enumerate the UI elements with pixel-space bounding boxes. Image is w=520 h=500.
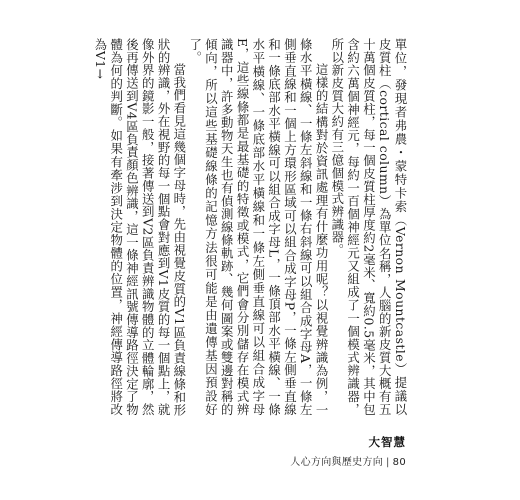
paragraph-1: 單位，發現者弗農・蒙特卡索（Vernon Mountcastle）提議以皮質柱（cortical column）為單位名稱，人腦的新皮質大概有五十萬個皮質柱，每一個皮質柱厚度約2毫米、寬約0.5毫米，其中包含約六萬個神經元，每約一百個神經元又組成了一個模式辨識器，所以新皮質大約有三億個模式辨識器。: [329, 38, 408, 416]
book-title: 大智慧: [368, 435, 406, 449]
body-text-vertical: [92, 38, 408, 416]
running-head: [290, 457, 406, 468]
paragraph-2: 這樣的結構對於資訊處理有什麼功用呢？以視覺辨識為例，一條水平橫線、一條左斜線和一條右斜線可以組合成字母A，一條左側垂直線和一個上方環形區域可以組合成字母P，一條左側垂直線和一條底部水平橫線可以組合成字母L，一條頂部水平橫線、一條水平橫線、一條底部水平橫線和一條左側垂直線可以組合成字母E，這些線條都是最基礎的特徵或模式，它們會分別儲存在模式辨識器中，許多動物天生也有偵測線條軌跡、幾何圖案或雙邊對稱的傾向，所以這些基礎線條的記憶方法很可能是由遺傳基因預設好了。: [187, 38, 330, 416]
page-number: 80: [392, 457, 406, 468]
paragraph-3: 當我們看見這幾個字母時，先由視覺皮質的V1區負責線條和形狀的辨識，外在視野的每一個點會對應到V1皮質的每一個點上，就像外界的鏡影一般，接著傳送到V2區負責辨識物體的立體輪廓，然後再傳送到V4區負責顏色辨識，這一條神經訊號傳導路徑決定了物體為何的判斷。如果有牽涉到決定物體的位置，神經傳導路徑將改為V1→: [92, 38, 187, 416]
page-footer: [290, 435, 406, 470]
separator: |: [386, 457, 390, 468]
chapter-title: 人心方向與歷史方向: [290, 457, 383, 468]
